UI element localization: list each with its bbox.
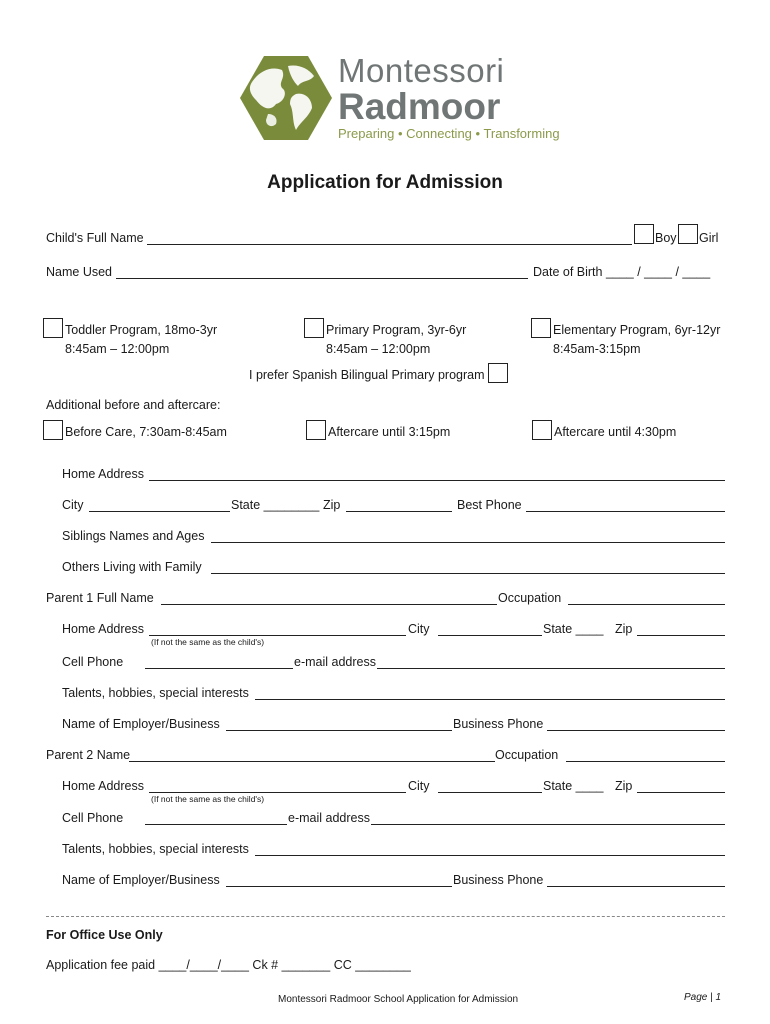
- primary-hours: 8:45am – 12:00pm: [326, 342, 431, 356]
- parent1-home-field[interactable]: [149, 635, 406, 636]
- parent2-cell-label: Cell Phone: [62, 811, 124, 825]
- toddler-hours: 8:45am – 12:00pm: [65, 342, 170, 356]
- parent2-name-field[interactable]: [129, 761, 495, 762]
- parent1-cell-label: Cell Phone: [62, 655, 124, 669]
- city-label: City: [62, 498, 84, 512]
- parent2-home-field[interactable]: [149, 792, 406, 793]
- primary-checkbox[interactable]: [304, 318, 324, 338]
- parent1-home-note: (If not the same as the child's): [151, 637, 265, 647]
- primary-program: Primary Program, 3yr-6yr: [326, 323, 467, 337]
- parent1-state-label[interactable]: State ____: [543, 622, 604, 636]
- state-label[interactable]: State ________: [231, 498, 320, 512]
- dob-label[interactable]: Date of Birth ____ / ____ / ____: [533, 265, 711, 279]
- child-name-label: Child's Full Name: [46, 231, 144, 245]
- siblings-field[interactable]: [211, 542, 725, 543]
- boy-label: Boy: [655, 231, 677, 245]
- elementary-checkbox[interactable]: [531, 318, 551, 338]
- elementary-hours: 8:45am-3:15pm: [553, 342, 641, 356]
- elementary-program: Elementary Program, 6yr-12yr: [553, 323, 721, 337]
- home-address-label: Home Address: [62, 467, 144, 481]
- parent2-occupation-field[interactable]: [566, 761, 725, 762]
- parent2-employer-label: Name of Employer/Business: [62, 873, 220, 887]
- parent2-occupation-label: Occupation: [495, 748, 559, 762]
- parent1-city-field[interactable]: [438, 635, 542, 636]
- parent1-home-label: Home Address: [62, 622, 144, 636]
- parent1-zip-field[interactable]: [637, 635, 725, 636]
- parent2-home-note: (If not the same as the child's): [151, 794, 265, 804]
- parent1-talents-label: Talents, hobbies, special interests: [62, 686, 249, 700]
- parent2-zip-field[interactable]: [637, 792, 725, 793]
- city-field[interactable]: [89, 511, 230, 512]
- aftercare-430-label: Aftercare until 4:30pm: [554, 425, 677, 439]
- parent1-email-field[interactable]: [377, 668, 725, 669]
- aftercare-315-label: Aftercare until 3:15pm: [328, 425, 451, 439]
- parent2-city-field[interactable]: [438, 792, 542, 793]
- parent1-occupation-label: Occupation: [498, 591, 562, 605]
- parent1-email-label: e-mail address: [294, 655, 376, 669]
- office-heading: For Office Use Only: [46, 928, 163, 942]
- aftercare-430-checkbox[interactable]: [532, 420, 552, 440]
- parent2-bphone-label: Business Phone: [453, 873, 544, 887]
- spanish-checkbox[interactable]: [488, 363, 508, 383]
- aftercare-315-checkbox[interactable]: [306, 420, 326, 440]
- zip-field[interactable]: [346, 511, 452, 512]
- others-label: Others Living with Family: [62, 560, 202, 574]
- parent2-home-label: Home Address: [62, 779, 144, 793]
- home-address-field[interactable]: [149, 480, 725, 481]
- parent2-email-field[interactable]: [371, 824, 725, 825]
- before-care-label: Before Care, 7:30am-8:45am: [65, 425, 227, 439]
- parent2-employer-field[interactable]: [226, 886, 452, 887]
- parent1-bphone-field[interactable]: [547, 730, 725, 731]
- care-heading: Additional before and aftercare:: [46, 398, 221, 412]
- parent1-talents-field[interactable]: [255, 699, 725, 700]
- parent1-cell-field[interactable]: [145, 668, 293, 669]
- boy-checkbox[interactable]: [634, 224, 654, 244]
- zip-label: Zip: [323, 498, 341, 512]
- before-care-checkbox[interactable]: [43, 420, 63, 440]
- logo: [238, 52, 560, 144]
- parent1-employer-label: Name of Employer/Business: [62, 717, 220, 731]
- parent1-bphone-label: Business Phone: [453, 717, 544, 731]
- name-used-label: Name Used: [46, 265, 112, 279]
- office-fee-line[interactable]: Application fee paid ____/____/____ Ck # _______ CC ________: [46, 958, 411, 972]
- page-title: Application for Admission: [267, 172, 503, 193]
- name-used-field[interactable]: [116, 278, 528, 279]
- parent2-name-label: Parent 2 Name: [46, 748, 131, 762]
- globe-hexagon-icon: [238, 52, 334, 144]
- others-field[interactable]: [211, 573, 725, 574]
- child-name-field[interactable]: [147, 244, 632, 245]
- girl-label: Girl: [699, 231, 719, 245]
- parent2-bphone-field[interactable]: [547, 886, 725, 887]
- parent1-city-label: City: [408, 622, 430, 636]
- parent1-zip-label: Zip: [615, 622, 633, 636]
- toddler-checkbox[interactable]: [43, 318, 63, 338]
- section-divider: [46, 916, 725, 917]
- parent1-name-field[interactable]: [161, 604, 497, 605]
- parent2-talents-field[interactable]: [255, 855, 725, 856]
- parent2-city-label: City: [408, 779, 430, 793]
- parent2-talents-label: Talents, hobbies, special interests: [62, 842, 249, 856]
- logo-line1: Montessori: [338, 52, 505, 89]
- logo-line2: Radmoor: [338, 86, 501, 127]
- parent1-employer-field[interactable]: [226, 730, 452, 731]
- page-number: Page | 1: [684, 992, 722, 1003]
- spanish-label: I prefer Spanish Bilingual Primary program: [249, 368, 485, 382]
- parent2-state-label[interactable]: State ____: [543, 779, 604, 793]
- girl-checkbox[interactable]: [678, 224, 698, 244]
- parent2-zip-label: Zip: [615, 779, 633, 793]
- parent1-occupation-field[interactable]: [568, 604, 725, 605]
- parent2-cell-field[interactable]: [145, 824, 287, 825]
- logo-tagline: Preparing • Connecting • Transforming: [338, 126, 560, 141]
- siblings-label: Siblings Names and Ages: [62, 529, 205, 543]
- footer-text: Montessori Radmoor School Application for Admission: [278, 994, 519, 1005]
- parent1-name-label: Parent 1 Full Name: [46, 591, 154, 605]
- toddler-program: Toddler Program, 18mo-3yr: [65, 323, 218, 337]
- parent2-email-label: e-mail address: [288, 811, 370, 825]
- best-phone-field[interactable]: [526, 511, 725, 512]
- best-phone-label: Best Phone: [457, 498, 522, 512]
